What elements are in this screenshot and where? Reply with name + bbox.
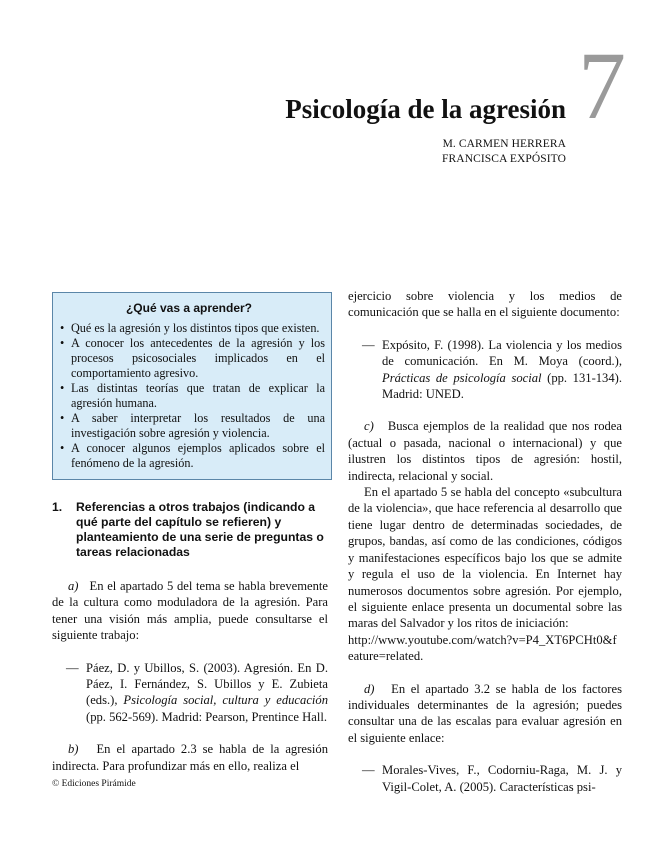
list-item-text: A conocer algunos ejemplos aplicados sobre el fenómeno de la agresión. — [71, 441, 325, 470]
reference-text: (pp. 131-134). Madrid: UNED. — [382, 370, 622, 402]
learning-objectives-title: ¿Qué vas a aprender? — [125, 301, 253, 315]
paragraph-text: En el apartado 5 del tema se habla brevemente de la cultura como moduladora de la agresión. Para tener una visión más amplia, puede consultarse el siguiente trabajo: — [52, 579, 329, 643]
bullet-icon: • — [60, 321, 65, 335]
list-item-text: A saber interpretar los resultados de una investigación sobre agresión y violencia. — [71, 411, 325, 440]
reference-text: (pp. 562-569). Madrid: Pearson, Prentince Hall. — [86, 709, 327, 724]
reference-entry — [52, 660, 328, 726]
learning-objectives-list — [53, 321, 325, 471]
section-number: 1. — [52, 500, 63, 514]
bullet-icon: • — [60, 411, 65, 425]
list-item-text: Qué es la agresión y los distintos tipos que existen. — [71, 321, 320, 335]
reference-entry — [348, 762, 622, 795]
list-item — [53, 381, 325, 411]
paragraph-d — [348, 681, 622, 747]
section-heading — [52, 500, 328, 560]
paragraph-b-continued: ejercicio sobre violencia y los medios de comunicación que se halla en el siguiente documento: — [348, 289, 622, 320]
item-label: b) — [68, 742, 79, 757]
paragraph-a — [52, 578, 328, 644]
reference-title: Psicología social, cultura y educación — [123, 693, 328, 708]
list-item — [53, 321, 325, 336]
author-name: FRANCISCA EXPÓSITO — [442, 153, 566, 165]
dash-icon: — — [362, 337, 375, 352]
paragraph-c — [348, 418, 622, 484]
paragraph-b — [52, 741, 328, 774]
author-name: M. CARMEN HERRERA — [442, 138, 566, 150]
reference-text: Expósito, F. (1998). La violencia y los medios de comunicación. En M. Moya (coord.), — [382, 337, 622, 369]
learning-objectives-box — [52, 292, 332, 480]
section-heading-text: Referencias a otros trabajos (indicando a qué parte del capítulo se refieren) y planteamiento de una serie de preguntas o tareas relacionadas — [76, 500, 324, 559]
chapter-number: 7 — [578, 32, 626, 139]
reference-text: Páez, D. y Ubillos, S. (2003). Agresión. En D. Páez, I. Fernández, S. Ubillos y E. Zubieta (eds.), — [86, 660, 328, 708]
item-label: d) — [364, 681, 375, 696]
list-item — [53, 336, 325, 381]
paragraph-text: Busca ejemplos de la realidad que nos rodea (actual o pasada, nacional o internacional) y que ilustren los distintos tipos de agresión: hostil, indirecta, relacional y social. — [348, 419, 622, 483]
paragraph-c-continued: En el apartado 5 se habla del concepto «subcultura de la violencia», que hace referencia al desarrollo que tiene lugar dentro de determinadas sociedades, de grupos, bandas, así como de las condiciones, códigos y manifestaciones específicos bajo los que se admite y regula el uso de la violencia. En Internet hay numerosos documentos sobre agresión. Por ejemplo, el siguiente enlace presenta un documental sobre las maras del Salvador y los ritos de iniciación: — [348, 485, 622, 631]
item-label: c) — [364, 419, 374, 434]
reference-entry — [348, 337, 622, 403]
item-label: a) — [68, 579, 79, 593]
bullet-icon: • — [60, 381, 65, 395]
paragraph-text: En el apartado 3.2 se habla de los factores individuales determinantes de la agresión; puedes consultar una de las escalas para evaluar agresión en el siguiente enlace: — [348, 681, 622, 745]
url-link[interactable]: http://www.youtube.com/watch?v=P4_XT6PCHt0&feature=related. — [348, 632, 617, 664]
dash-icon: — — [66, 660, 79, 675]
list-item — [53, 441, 325, 471]
paragraph-text: En el apartado 2.3 se habla de la agresión indirecta. Para profundizar más en ello, realiza el — [52, 742, 328, 773]
bullet-icon: • — [60, 441, 65, 455]
list-item-text: Las distintas teorías que tratan de explicar la agresión humana. — [71, 381, 325, 410]
chapter-authors — [300, 137, 566, 167]
list-item — [53, 411, 325, 441]
bullet-icon: • — [60, 336, 65, 350]
reference-title: Prácticas de psicología social — [382, 370, 542, 385]
reference-text: Morales-Vives, F., Codorniu-Raga, M. J. y Vigil-Colet, A. (2005). Características psi- — [382, 763, 622, 794]
left-column — [52, 292, 328, 774]
right-column — [348, 288, 622, 795]
footer-copyright: © Ediciones Pirámide — [52, 779, 136, 789]
chapter-title: Psicología de la agresión — [285, 94, 566, 124]
dash-icon: — — [362, 763, 375, 778]
list-item-text: A conocer los antecedentes de la agresión y los procesos psicosociales implicados en el comportamiento agresivo. — [71, 336, 325, 380]
